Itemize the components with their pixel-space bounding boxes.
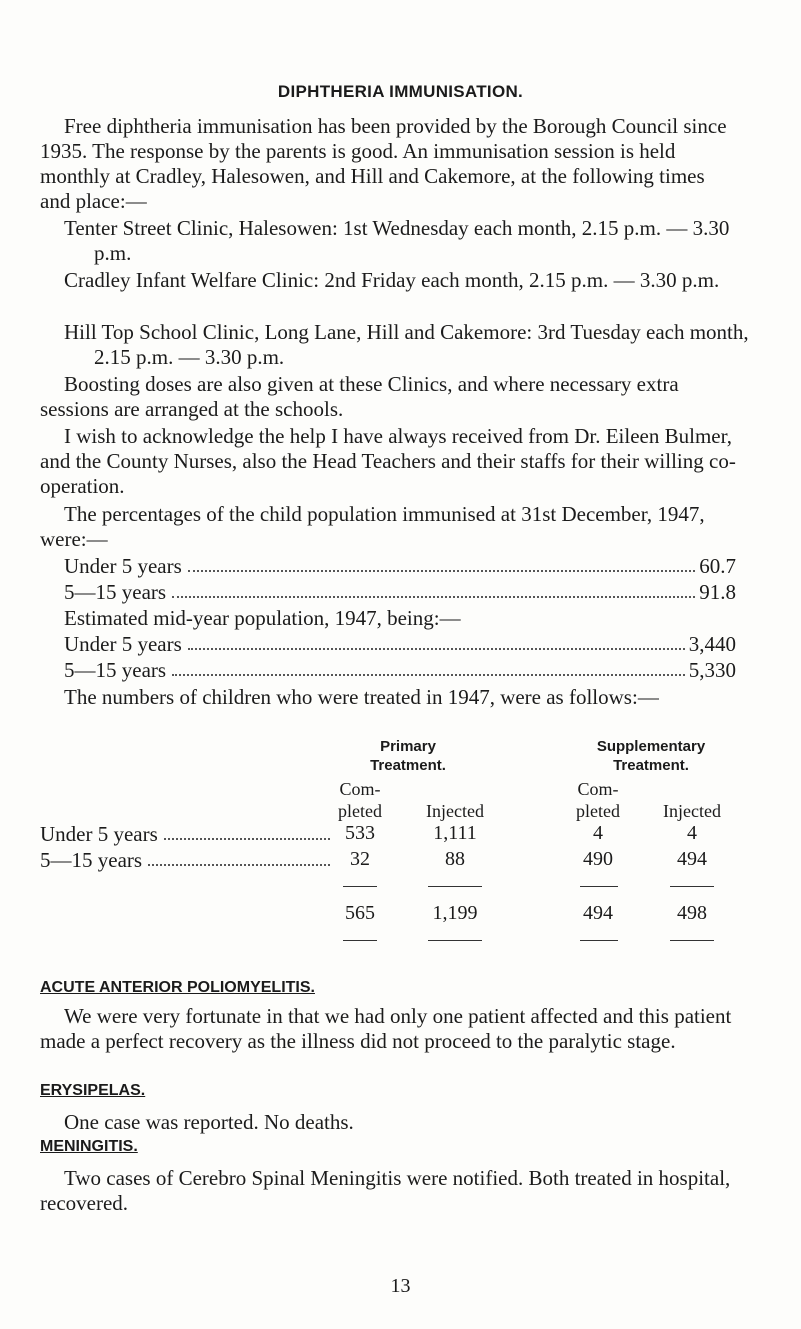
clinic-tenter-street: Tenter Street Clinic, Halesowen: 1st Wednesday each month, 2.15 p.m. — 3.30 p.m. — [64, 216, 730, 265]
total-primary-completed: 565 — [345, 902, 375, 924]
total-rule — [580, 940, 618, 941]
erysipelas-paragraph: One case was reported. No deaths. — [64, 1110, 354, 1134]
cell-5to15-supp-completed: 490 — [583, 848, 613, 870]
col-injected-1: Injected — [426, 801, 484, 821]
population-row-5to15: 5—15 years 5,330 — [64, 658, 736, 682]
cell-under5-supp-injected: 4 — [687, 822, 697, 844]
cell-under5-primary-injected: 1,111 — [433, 822, 477, 844]
population-row-under5: Under 5 years 3,440 — [64, 632, 736, 656]
total-supp-completed: 494 — [583, 902, 613, 924]
cell-under5-primary-completed: 533 — [345, 822, 375, 844]
table-row-5to15: 5—15 years — [40, 848, 334, 873]
sum-rule — [670, 886, 714, 887]
table-row-under5: Under 5 years — [40, 822, 334, 847]
total-rule — [428, 940, 482, 941]
col-completed-2a: Com- — [577, 779, 619, 799]
erysipelas-heading: ERYSIPELAS. — [40, 1082, 146, 1099]
total-supp-injected: 498 — [677, 902, 707, 924]
page-heading: DIPHTHERIA IMMUNISATION. — [277, 82, 524, 101]
meningitis-paragraph: Two cases of Cerebro Spinal Meningitis were notified. Both treated in hospital, recovered. — [40, 1166, 731, 1215]
page-number: 13 — [390, 1275, 411, 1297]
sum-rule — [580, 886, 618, 887]
percentages-intro: The percentages of the child population immunised at 31st December, 1947, were:— — [40, 502, 705, 551]
sum-rule — [343, 886, 377, 887]
col-injected-2: Injected — [663, 801, 721, 821]
supplementary-header: Supplementary — [596, 738, 706, 755]
treatment-intro: The numbers of children who were treated in 1947, were as follows:— — [64, 685, 659, 709]
percentage-row-5to15: 5—15 years 91.8 — [64, 580, 736, 604]
cell-5to15-primary-completed: 32 — [350, 848, 370, 870]
primary-header-2: Treatment. — [370, 757, 446, 774]
clinic-hill-top: Hill Top School Clinic, Long Lane, Hill and Cakemore: 3rd Tuesday each month, 2.15 p.m. — 3.30 p.m. — [64, 320, 749, 369]
acknowledgement-paragraph: I wish to acknowledge the help I have always received from Dr. Eileen Bulmer, and the County Nurses, also the Head Teachers and their staffs for their willing co-operation. — [40, 424, 736, 498]
clinic-cradley: Cradley Infant Welfare Clinic: 2nd Friday each month, 2.15 p.m. — 3.30 p.m. — [64, 268, 720, 292]
polio-heading: ACUTE ANTERIOR POLIOMYELITIS. — [40, 979, 315, 996]
cell-5to15-primary-injected: 88 — [445, 848, 465, 870]
sum-rule — [428, 886, 482, 887]
boosting-paragraph: Boosting doses are also given at these Clinics, and where necessary extra sessions are arranged at the schools. — [40, 372, 679, 421]
polio-paragraph: We were very fortunate in that we had only one patient affected and this patient made a perfect recovery as the illness did not proceed to the paralytic stage. — [40, 1004, 732, 1053]
cell-5to15-supp-injected: 494 — [677, 848, 707, 870]
percentage-row-under5: Under 5 years 60.7 — [64, 554, 736, 578]
total-rule — [343, 940, 377, 941]
total-primary-injected: 1,199 — [432, 902, 478, 924]
population-intro: Estimated mid-year population, 1947, being:— — [64, 606, 461, 630]
total-rule — [670, 940, 714, 941]
meningitis-heading: MENINGITIS. — [40, 1138, 138, 1155]
supplementary-header-2: Treatment. — [613, 757, 689, 774]
col-completed-1b: pleted — [338, 801, 382, 821]
primary-header: Primary — [380, 738, 436, 755]
cell-under5-supp-completed: 4 — [593, 822, 603, 844]
col-completed-2b: pleted — [576, 801, 620, 821]
col-completed-1a: Com- — [339, 779, 381, 799]
intro-paragraph: Free diphtheria immunisation has been provided by the Borough Council since 1935. The response by the parents is good. An immunisation session is held monthly at Cradley, Halesowen, and Hill and Cakemore, at the following times and place:— — [40, 114, 727, 213]
